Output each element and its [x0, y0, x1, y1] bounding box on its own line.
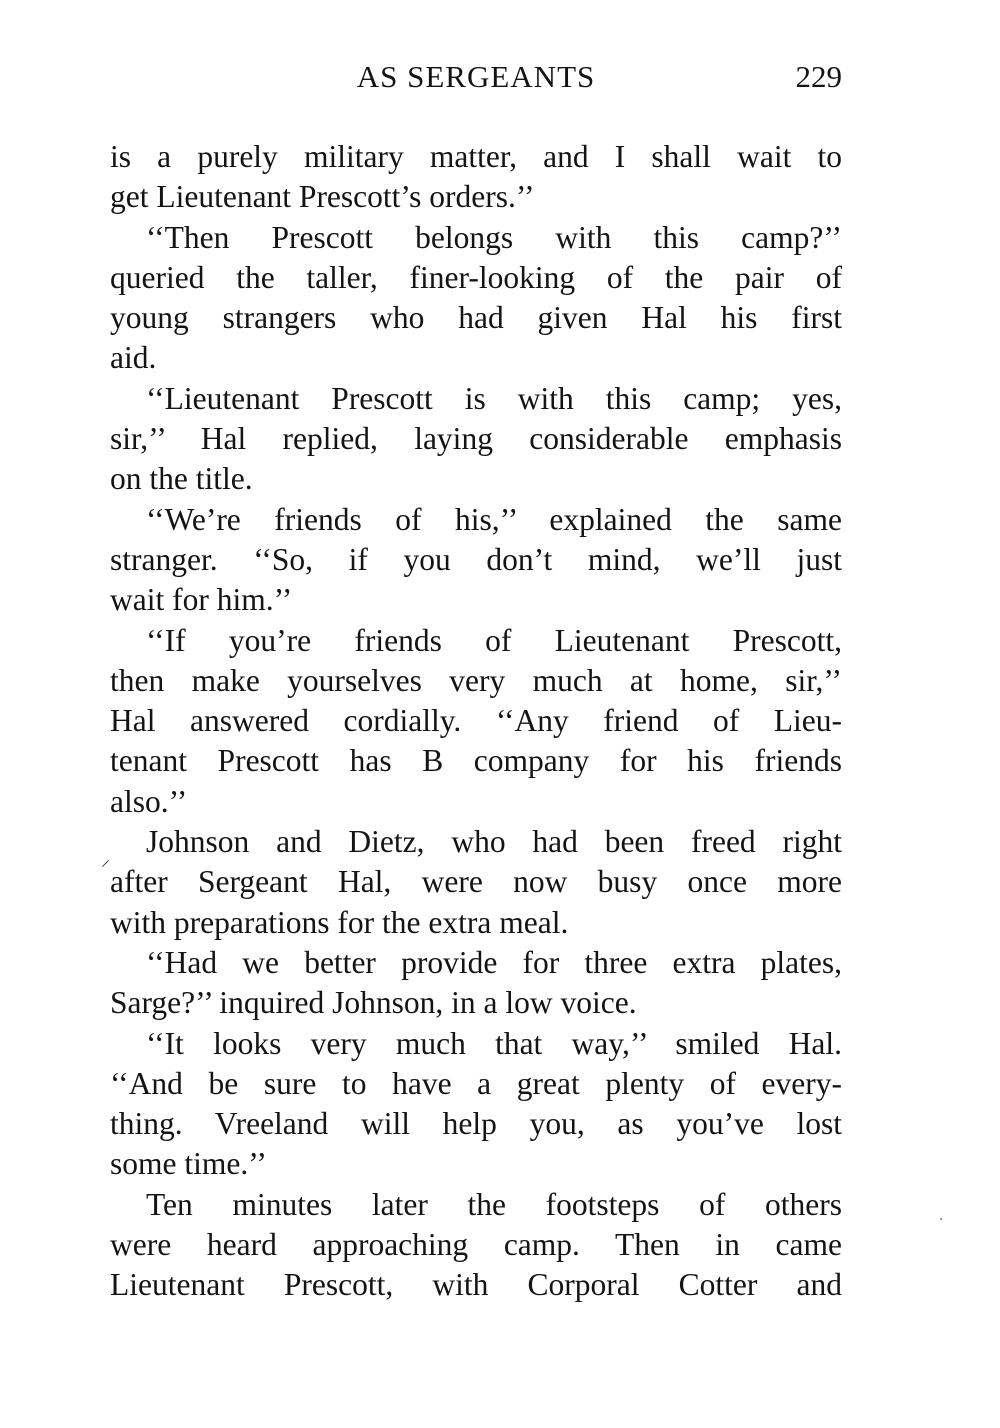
print-speck [940, 1218, 942, 1220]
paragraph [110, 943, 842, 1024]
paragraph [110, 218, 842, 379]
paragraph [110, 500, 842, 621]
running-title: AS SERGEANTS [356, 59, 596, 94]
text-line: ‘‘We’re friends of his,’’ explained the same [146, 501, 842, 537]
text-line: aid. [110, 340, 157, 376]
text-line: ‘‘And be sure to have a great plenty of every- [110, 1065, 842, 1101]
text-line: on the title. [110, 461, 253, 497]
paragraph [110, 379, 842, 500]
text-line: ‘‘Then Prescott belongs with this camp?’’ [146, 219, 842, 255]
text-line: stranger. ‘‘So, if you don’t mind, we’ll just [110, 541, 842, 577]
text-line: tenant Prescott has B company for his friends [110, 743, 842, 779]
text-line: is a purely military matter, and I shall wait to [110, 139, 842, 174]
text-line: ‘‘It looks very much that way,’’ smiled Hal. [146, 1025, 842, 1061]
text-line: were heard approaching camp. Then in came [110, 1227, 842, 1263]
text-line: wait for him.’’ [110, 582, 293, 618]
text-line: sir,’’ Hal replied, laying considerable emphasis [110, 421, 842, 457]
body-text [110, 137, 842, 1306]
text-line: ‘‘Had we better provide for three extra plates, [146, 944, 842, 980]
page-number: 229 [795, 59, 842, 94]
text-line: Sarge?’’ inquired Johnson, in a low voice. [110, 985, 637, 1021]
text-line: then make yourselves very much at home, sir,’’ [110, 662, 842, 698]
text-line: after Sergeant Hal, were now busy once more [110, 864, 842, 900]
paragraph-continued [110, 137, 842, 218]
text-line: Lieutenant Prescott, with Corporal Cotter and [110, 1267, 842, 1303]
text-line: young strangers who had given Hal his first [110, 300, 842, 336]
print-mark: ⸍ [101, 857, 110, 877]
text-line: thing. Vreeland will help you, as you’ve lost [110, 1106, 842, 1142]
text-line: Hal answered cordially. ‘‘Any friend of Lieu- [110, 703, 842, 739]
text-line: ‘‘If you’re friends of Lieutenant Prescott, [146, 622, 842, 658]
paragraph [110, 1185, 842, 1306]
paragraph [110, 1024, 842, 1185]
text-line: Johnson and Dietz, who had been freed right [146, 824, 842, 860]
text-line: some time.’’ [110, 1146, 267, 1182]
text-line: queried the taller, finer-looking of the pair of [110, 259, 842, 295]
running-head [110, 55, 842, 99]
paragraph [110, 621, 842, 822]
text-line: also.’’ [110, 783, 188, 819]
text-line: ‘‘Lieutenant Prescott is with this camp; yes, [146, 380, 842, 416]
text-line: Ten minutes later the footsteps of others [146, 1186, 842, 1222]
text-line: with preparations for the extra meal. [110, 904, 569, 940]
text-line: get Lieutenant Prescott’s orders.’’ [110, 179, 535, 215]
paragraph [110, 822, 842, 943]
